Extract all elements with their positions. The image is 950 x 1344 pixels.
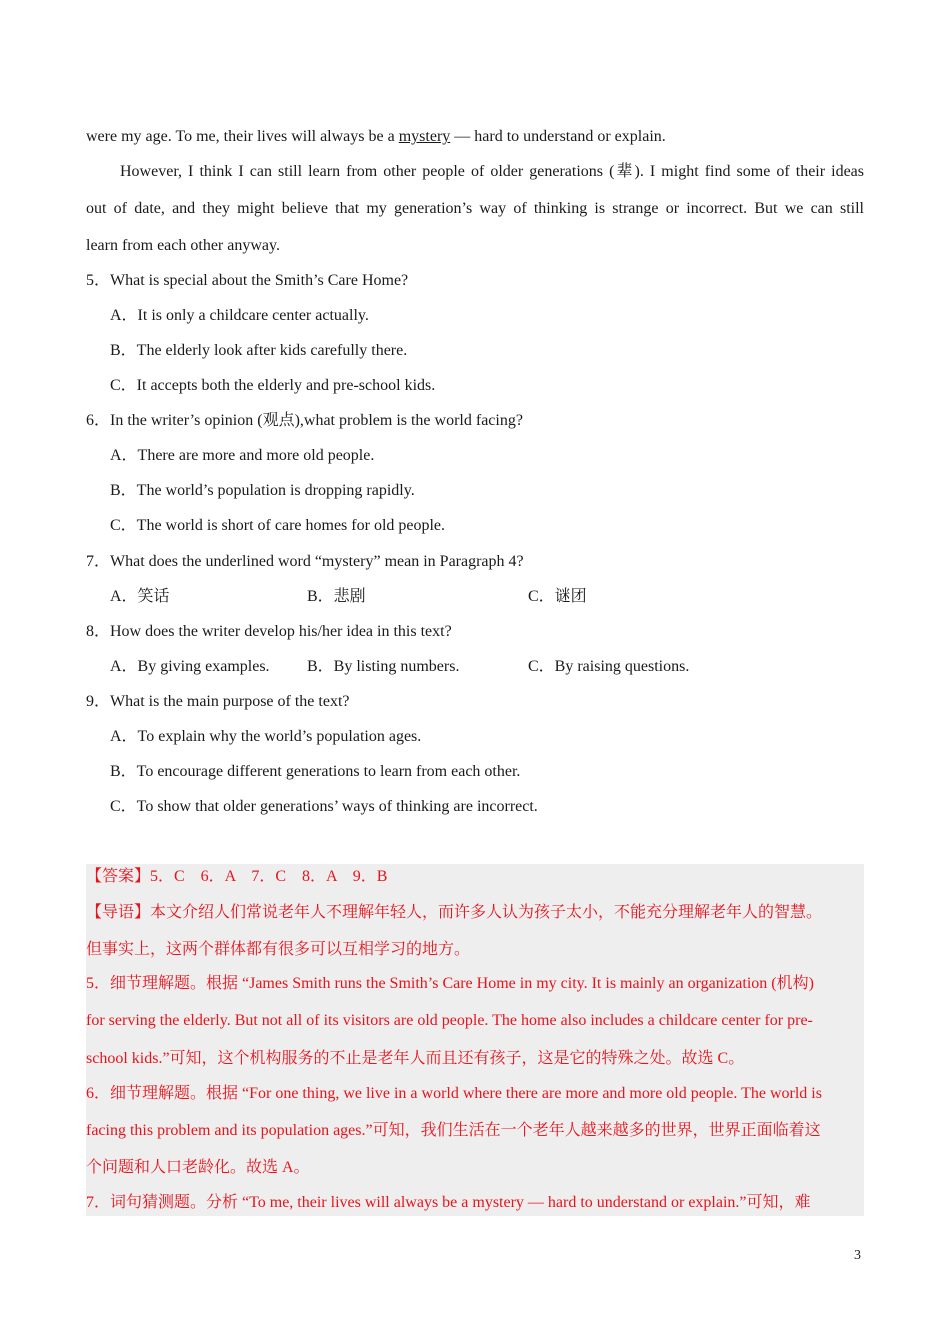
option: A．It is only a childcare center actually.: [110, 307, 369, 324]
question-stem: 7．What does the underlined word “mystery” mean in Paragraph 4?: [86, 553, 524, 570]
underlined-word: mystery: [398, 128, 451, 145]
option: B．悲剧: [307, 588, 366, 605]
question-stem: 9．What is the main purpose of the text?: [86, 693, 350, 710]
explanation-q7: 7．词句猜测题。分析 “To me, their lives will always be a mystery — hard to understand or explain.”可知，难: [86, 1194, 811, 1211]
guide-text: 【导语】本文介绍人们常说老年人不理解年轻人，而许多人认为孩子太小，不能充分理解老年人的智慧。: [86, 904, 823, 921]
option: B．The world’s population is dropping rapidly.: [110, 482, 415, 499]
option: C．It accepts both the elderly and pre-school kids.: [110, 377, 436, 394]
option: B．To encourage different generations to learn from each other.: [110, 763, 521, 780]
option: A．There are more and more old people.: [110, 447, 375, 464]
passage-line: learn from each other anyway.: [86, 237, 280, 254]
passage-line: were my age. To me, their lives will always be a mystery — hard to understand or explain.: [86, 128, 666, 145]
option: C．To show that older generations’ ways of thinking are incorrect.: [110, 798, 538, 815]
option: C．By raising questions.: [528, 658, 690, 675]
explanation-q6: 个问题和人口老龄化。故选 A。: [86, 1159, 310, 1176]
passage-line: out of date, and they might believe that my generation’s way of thinking is strange or incorrect. But we can still: [86, 200, 864, 217]
question-stem: 8．How does the writer develop his/her idea in this text?: [86, 623, 452, 640]
option: C．The world is short of care homes for old people.: [110, 517, 446, 534]
guide-text: 但事实上，这两个群体都有很多可以互相学习的地方。: [86, 941, 471, 958]
page-number: 3: [854, 1248, 861, 1263]
explanation-q6: 6．细节理解题。根据 “For one thing, we live in a world where there are more and more old people. The world is: [86, 1085, 822, 1102]
explanation-q5: 5．细节理解题。根据 “James Smith runs the Smith’s Care Home in my city. It is mainly an organization (机构): [86, 975, 814, 992]
option: C．谜团: [528, 588, 587, 605]
option: B．The elderly look after kids carefully there.: [110, 342, 408, 359]
explanation-q6: facing this problem and its population ages.”可知，我们生活在一个老年人越来越多的世界，世界正面临着这: [86, 1122, 821, 1139]
option: A．By giving examples.: [110, 658, 270, 675]
question-stem: 5．What is special about the Smith’s Care Home?: [86, 272, 409, 289]
option: B．By listing numbers.: [307, 658, 460, 675]
explanation-q5: school kids.”可知，这个机构服务的不止是老年人而且还有孩子，这是它的特殊之处。故选 C。: [86, 1050, 745, 1067]
answer-key: 【答案】5．C 6．A 7．C 8．A 9．B: [86, 868, 388, 885]
option-row: [110, 657, 864, 677]
option: A．To explain why the world’s population ages.: [110, 728, 422, 745]
question-stem: 6．In the writer’s opinion (观点),what problem is the world facing?: [86, 412, 523, 429]
passage-line: However, I think I can still learn from other people of older generations (辈). I might find some of their ideas: [120, 163, 865, 180]
option: A．笑话: [110, 588, 170, 605]
option-row: [110, 587, 864, 607]
explanation-q5: for serving the elderly. But not all of its visitors are old people. The home also includes a childcare center for pre-: [86, 1012, 813, 1029]
